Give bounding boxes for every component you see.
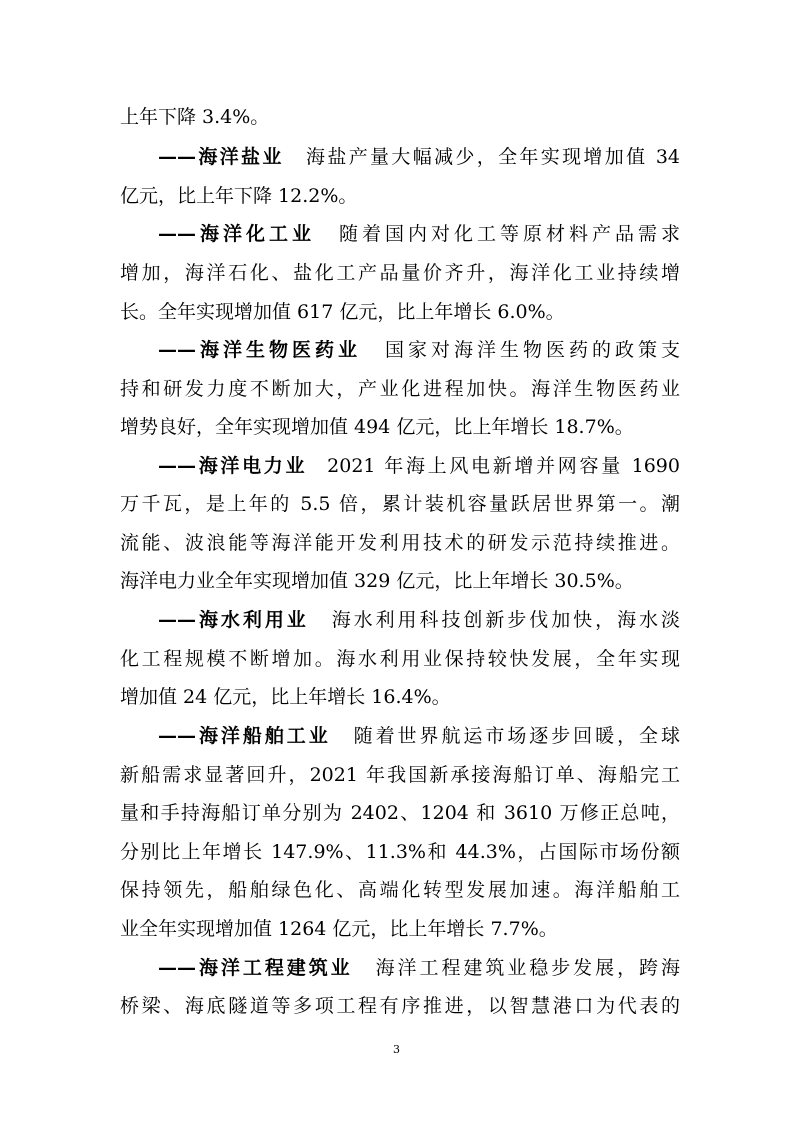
section-heading: ——海水利用业: [158, 609, 309, 631]
body-line: 量和手持海船订单分别为 2402、1204 和 3610 万修正总吨，: [120, 802, 680, 824]
body-line: 增加值 24 亿元，比上年增长 16.4%。: [120, 686, 451, 708]
body-line: 桥梁、海底隧道等多项工程有序推进，以智慧港口为代表的: [120, 995, 680, 1017]
body-line: 流能、波浪能等海洋能开发利用技术的研发示范持续推进。: [120, 532, 680, 554]
body-text: 海盐产量大幅减少，全年实现增加值 34: [303, 146, 680, 168]
body-line: 化工程规模不断增加。海水利用业保持较快发展，全年实现: [120, 648, 680, 670]
body-line: 业全年实现增加值 1264 亿元，比上年增长 7.7%。: [120, 918, 558, 940]
section-heading: ——海洋化工业: [158, 223, 315, 245]
body-text: 海洋工程建筑业稳步发展，跨海: [372, 957, 680, 979]
paragraph-first-line: [158, 338, 680, 362]
paragraph-first-line: [158, 608, 680, 632]
body-line: 分别比上年增长 147.9%、11.3%和 44.3%，占国际市场份额: [120, 841, 680, 863]
body-line: 上年下降 3.4%。: [120, 106, 270, 128]
body-line: 亿元，比上年下降 12.2%。: [120, 185, 358, 207]
section-heading: ——海洋电力业: [158, 455, 308, 477]
section-heading: ——海洋船舶工业: [158, 725, 331, 747]
paragraph-first-line: [158, 724, 680, 748]
section-heading: ——海洋工程建筑业: [158, 957, 353, 979]
paragraph-first-line: [158, 956, 680, 980]
body-text: 2021 年海上风电新增并网容量 1690: [327, 455, 680, 477]
paragraph-first-line: [158, 454, 680, 478]
body-line: 新船需求显著回升，2021 年我国新承接海船订单、海船完工: [120, 764, 680, 786]
paragraph-first-line: [158, 222, 680, 246]
page-number: 3: [393, 1043, 400, 1056]
body-text: 随着国内对化工等原材料产品需求: [335, 223, 680, 245]
body-line: 万千瓦，是上年的 5.5 倍，累计装机容量跃居世界第一。潮: [120, 493, 680, 515]
body-line: 增势良好，全年实现增加值 494 亿元，比上年增长 18.7%。: [120, 416, 634, 438]
paragraph-first-line: [158, 145, 680, 169]
body-line: 持和研发力度不断加大，产业化进程加快。海洋生物医药业: [120, 378, 680, 400]
body-line: 长。全年实现增加值 617 亿元，比上年增长 6.0%。: [120, 301, 565, 323]
body-text: 海水利用科技创新步伐加快，海水淡: [328, 609, 680, 631]
body-line: 保持领先，船舶绿色化、高端化转型发展加速。海洋船舶工: [120, 879, 680, 901]
section-heading: ——海洋生物医药业: [158, 339, 361, 361]
body-line: 增加，海洋石化、盐化工产品量价齐升，海洋化工业持续增: [120, 262, 680, 284]
section-heading: ——海洋盐业: [158, 146, 284, 168]
body-text: 国家对海洋生物医药的政策支: [381, 339, 680, 361]
body-text: 随着世界航运市场逐步回暖，全球: [350, 725, 680, 747]
body-line: 海洋电力业全年实现增加值 329 亿元，比上年增长 30.5%。: [120, 570, 634, 592]
